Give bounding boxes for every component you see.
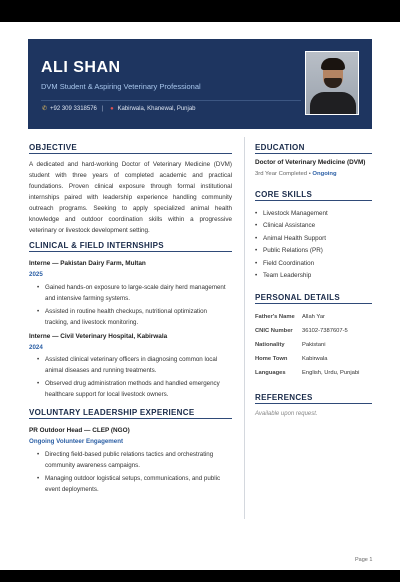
detail-label: Languages xyxy=(255,370,286,376)
skill-item: • Team Leadership xyxy=(255,272,312,279)
phone-number: +92 309 3318576 xyxy=(50,105,97,112)
phone-icon: ✆ xyxy=(41,106,48,112)
objective-text: A dedicated and hard-working Doctor of Veterinary Medicine (DVM) student with three years of completed academic and practical foundations. Proven clinical exposure through formal institutional internships paired with leadership experience handling community outreach programs. Seeking to apply specialized animal health knowledge and outdoor coordination skills within a progressive veterinary or livestock development setting. xyxy=(29,161,232,234)
column-divider xyxy=(244,137,245,519)
objective-rule xyxy=(29,153,232,154)
bottom-black-bar xyxy=(0,570,400,582)
bullet-icon: • xyxy=(37,380,40,387)
detail-value: Kabirwala xyxy=(302,356,328,362)
skill-item: • Field Coordination xyxy=(255,260,315,267)
top-black-bar xyxy=(0,0,400,22)
location: Kabirwala, Khanewal, Punjab xyxy=(117,105,196,112)
detail-label: Father's Name xyxy=(255,314,295,320)
internships-rule xyxy=(29,251,232,252)
job-year: 2024 xyxy=(29,344,43,351)
candidate-subtitle: DVM Student & Aspiring Veterinary Professional xyxy=(41,82,201,91)
detail-label: Nationality xyxy=(255,342,285,348)
skill-item: • Clinical Assistance xyxy=(255,222,316,229)
bullet-icon: • xyxy=(37,284,40,291)
references-text: Available upon request. xyxy=(255,411,318,417)
skill-item: • Public Relations (PR) xyxy=(255,247,323,254)
skill-item: • Livestock Management xyxy=(255,210,328,217)
skill-item: • Animal Health Support xyxy=(255,235,327,242)
job-year: 2025 xyxy=(29,271,43,278)
references-rule xyxy=(255,403,372,404)
personal-rule xyxy=(255,303,372,304)
internships-title: CLINICAL & FIELD INTERNSHIPS xyxy=(29,241,164,250)
objective-title: OBJECTIVE xyxy=(29,143,78,152)
job-title: Interne — Pakistan Dairy Farm, Multan xyxy=(29,260,146,267)
bullet-icon: • xyxy=(37,475,40,482)
header-divider xyxy=(41,100,301,101)
list-item: • Managing outdoor logistical setups, communications, and public event deployments. xyxy=(37,475,221,493)
location-pin-icon: ● xyxy=(110,105,114,112)
page-number: Page 1 xyxy=(355,557,373,563)
skills-rule xyxy=(255,200,372,201)
resume-header xyxy=(28,39,372,129)
volunteer-title: VOLUNTARY LEADERSHIP EXPERIENCE xyxy=(29,408,195,417)
references-title: REFERENCES xyxy=(255,393,313,402)
detail-label: Home Town xyxy=(255,356,288,362)
skills-title: CORE SKILLS xyxy=(255,190,313,199)
bullet-icon: • xyxy=(37,356,40,363)
list-item: • Directing field-based public relations tactics and orchestrating community awareness campaigns. xyxy=(37,451,214,469)
detail-value: English, Urdu, Punjabi xyxy=(302,370,360,376)
bullet-icon: • xyxy=(37,451,40,458)
job-title: Interne — Civil Veterinary Hospital, Kabirwala xyxy=(29,333,168,340)
education-title: EDUCATION xyxy=(255,143,305,152)
volunteer-role: PR Outdoor Head — CLEP (NGO) xyxy=(29,427,130,434)
detail-value: 36102-7387607-5 xyxy=(302,328,348,334)
resume-page xyxy=(0,22,400,570)
personal-title: PERSONAL DETAILS xyxy=(255,293,340,302)
education-rule xyxy=(255,153,372,154)
list-item: • Observed drug administration methods and handled emergency healthcare support for local livestock owners. xyxy=(37,380,220,398)
volunteer-status: Ongoing Volunteer Engagement xyxy=(29,438,124,445)
detail-label: CNIC Number xyxy=(255,328,293,334)
profile-photo xyxy=(305,51,359,115)
list-item: • Gained hands-on exposure to large-scale dairy herd management and intensive farming systems. xyxy=(37,284,226,302)
education-status: 3rd Year Completed • Ongoing xyxy=(255,171,337,177)
list-item: • Assisted clinical veterinary officers in diagnosing common local animal diseases and running treatments. xyxy=(37,356,218,374)
education-degree: Doctor of Veterinary Medicine (DVM) xyxy=(255,159,366,166)
contact-line xyxy=(41,105,196,112)
contact-separator: | xyxy=(101,105,104,112)
bullet-icon: • xyxy=(37,308,40,315)
detail-value: Allah Yar xyxy=(302,314,325,320)
candidate-name: ALI SHAN xyxy=(41,59,121,76)
volunteer-rule xyxy=(29,418,232,419)
list-item: • Assisted in routine health checkups, nutritional optimization tracking, and livestock monitoring. xyxy=(37,308,207,326)
detail-value: Pakistani xyxy=(302,342,326,348)
